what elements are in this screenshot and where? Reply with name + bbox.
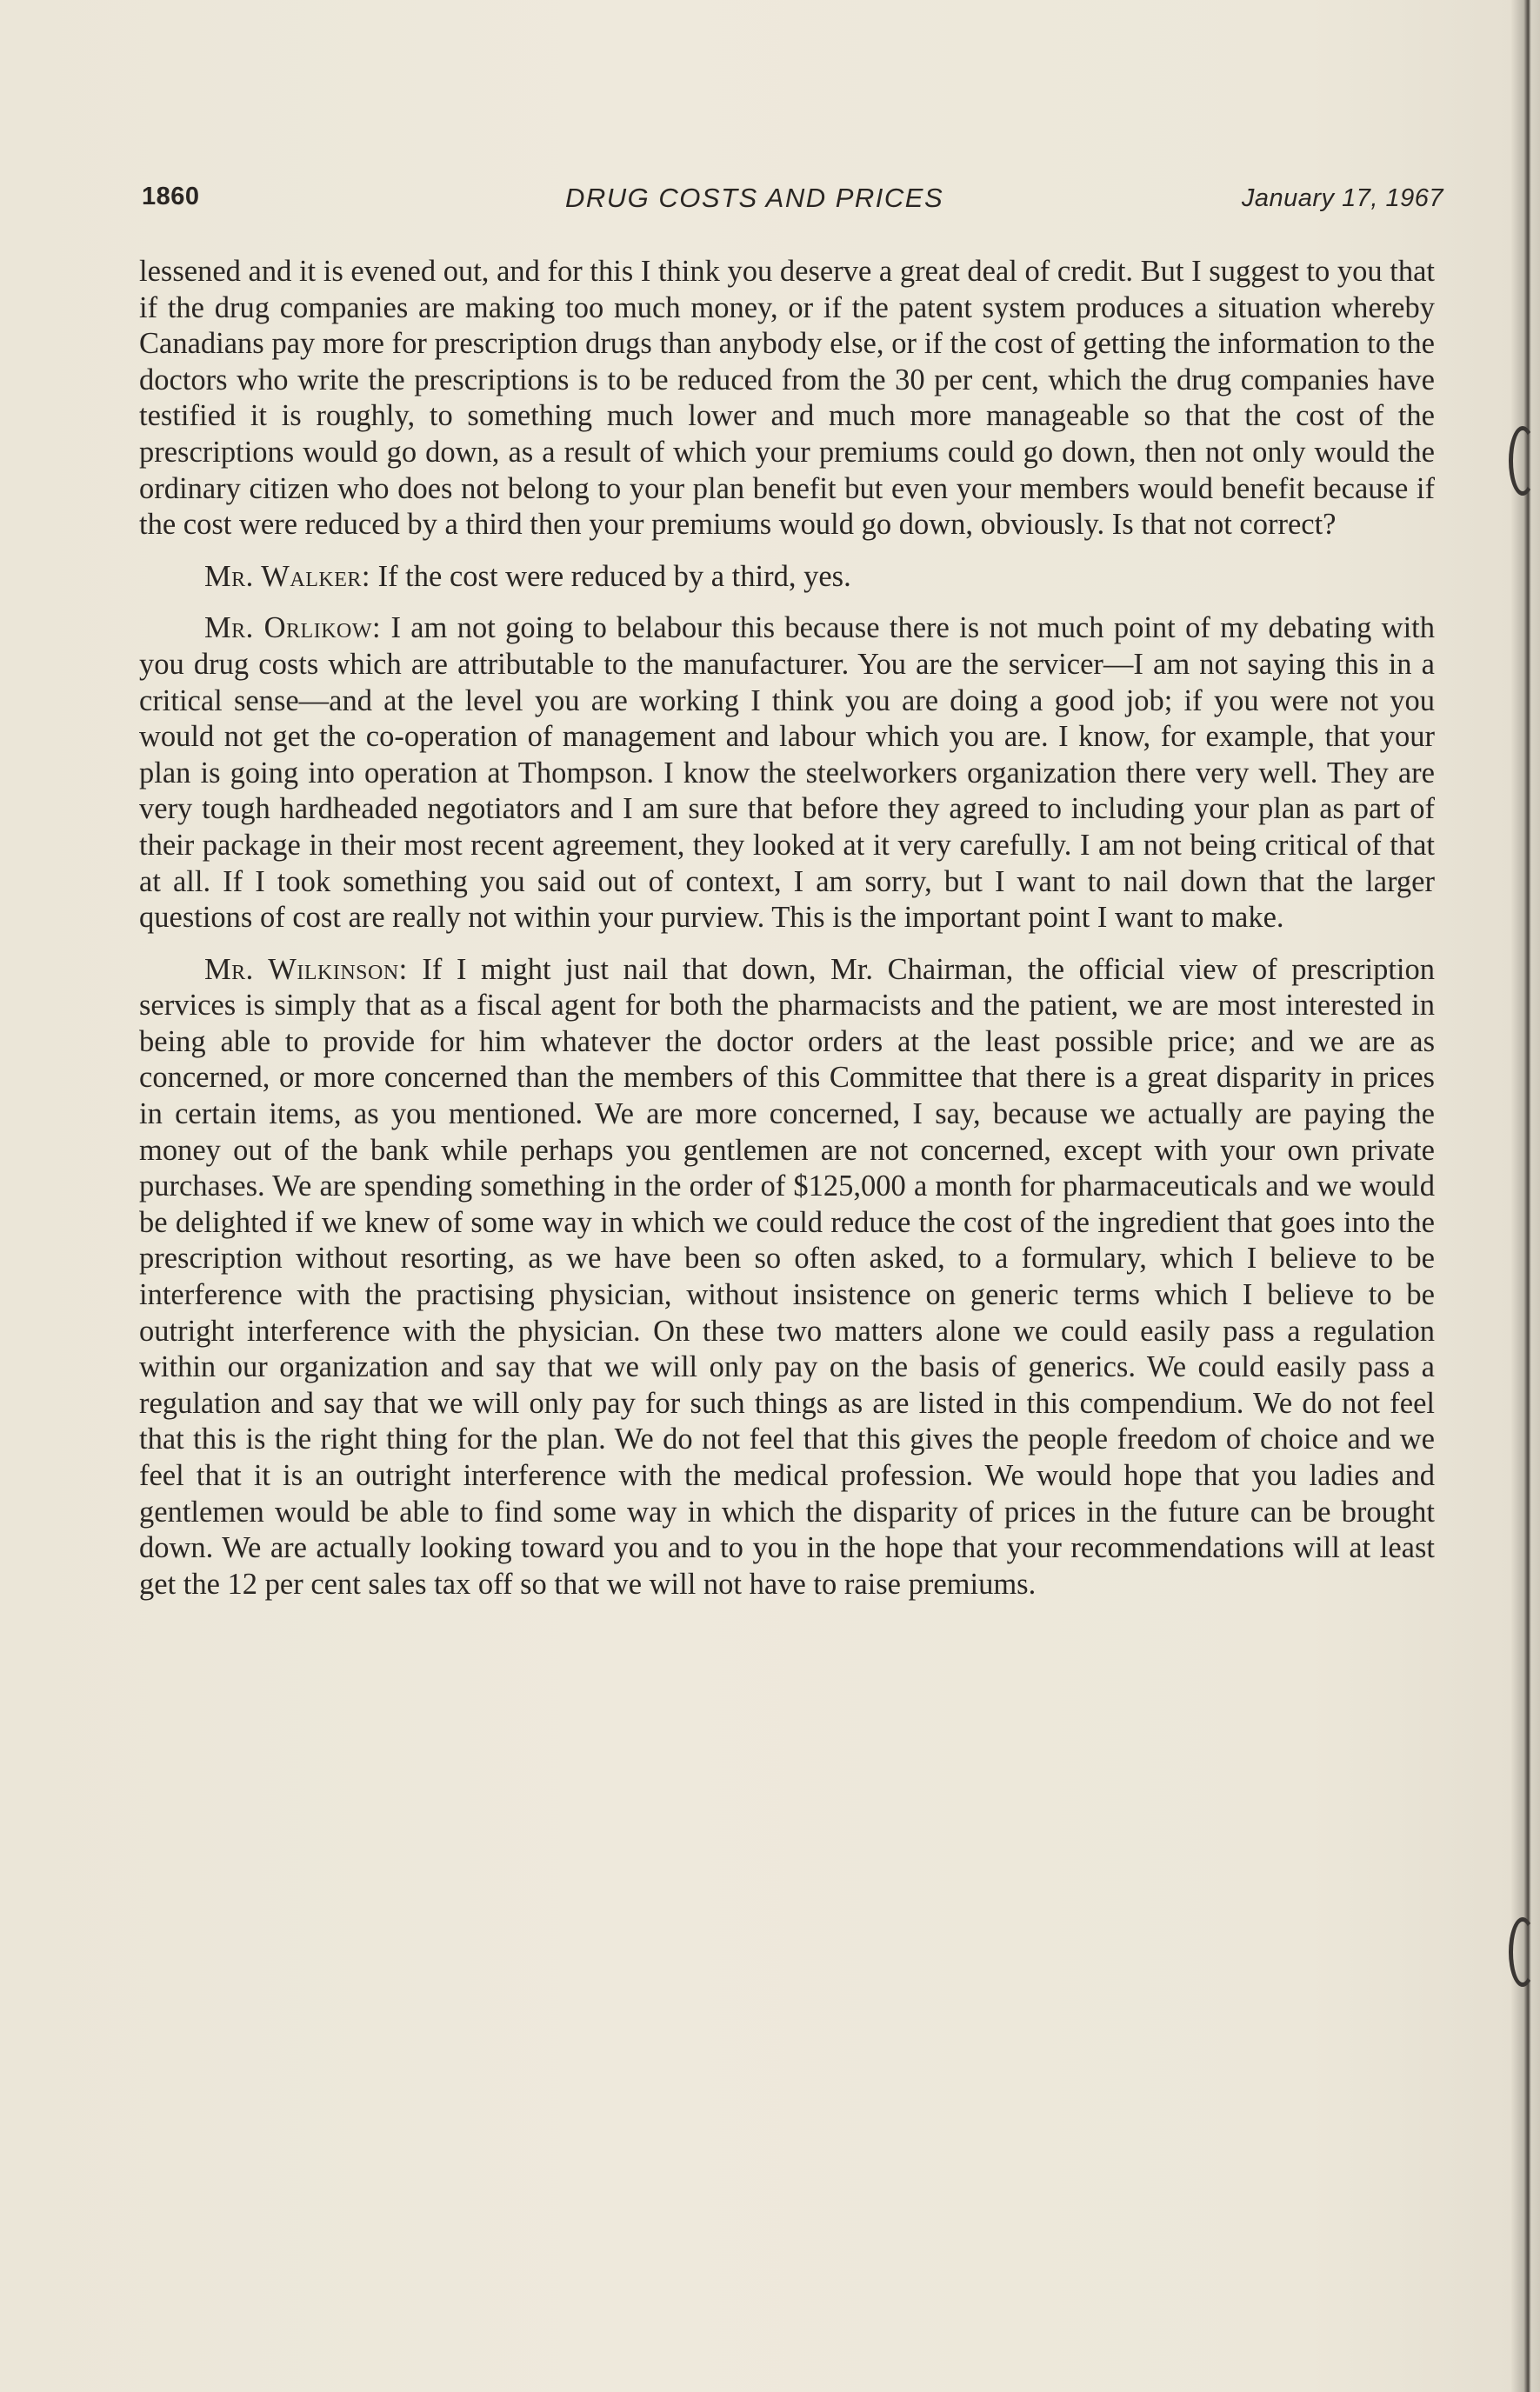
page-number: 1860 [142,183,200,210]
punch-hole-top [1509,426,1537,496]
paragraph-text: lessened and it is evened out, and for this I think you deserve a great deal of credit. But I suggest to you that if the drug companies are making too much money, or if the patent system produces a situation whereby Canadians pay more for prescription drugs than anybody else, or if the cost of getting the information to the doctors who write the prescriptions is to be reduced from the 30 per cent, which the drug companies have testified it is roughly, to something much lower and much more manageable so that the cost of the prescriptions would go down, as a result of which your premiums could go down, then not only would the ordinary citizen who does not belong to your plan benefit but even your members would benefit because if the cost were reduced by a third then your premiums would go down, obviously. Is that not correct? [139,255,1435,542]
paragraph-continuation [139,254,1435,543]
paragraph-text: I am not going to belabour this because there is not much point of my debating with you drug costs which are attributable to the manufacturer. You are the servicer—I am not saying this in a critical sense—and at the level you are working I think you are doing a good job; if you were not you would not get the co-operation of management and labour which you are. I know, for example, that your plan is going into operation at Thompson. I know the steelworkers organization there very well. They are very tough hardheaded negotiators and I am sure that before they agreed to including your plan as part of their package in their most recent agreement, they looked at it very carefully. I am not being critical of that at all. If I took something you said out of context, I am sorry, but I want to nail down that the larger questions of cost are really not within your purview. This is the important point I want to make. [139,611,1435,935]
body-text [139,254,1435,1602]
binding-edge [1510,0,1540,2392]
paragraph-wilkinson [139,952,1435,1603]
header-date: January 17, 1967 [1241,184,1443,212]
paragraph-orlikow [139,610,1435,936]
speaker-name: Mr. Wilkinson: [204,952,408,986]
speaker-name: Mr. Walker: [204,559,370,593]
page-header [142,183,1443,219]
paragraph-text: If the cost were reduced by a third, yes. [377,559,851,593]
running-title: DRUG COSTS AND PRICES [565,183,944,213]
paragraph-walker [139,559,1435,596]
speaker-name: Mr. Orlikow: [204,611,382,645]
punch-hole-bottom [1509,1917,1537,1987]
paragraph-text: If I might just nail that down, Mr. Chairman, the official view of prescription services is simply that as a fiscal agent for both the pharmacists and the patient, we are most interested in being able to provide for him whatever the doctor orders at the least possible price; and we are as concerned, or more concerned than the members of this Committee that there is a great disparity in prices in certain items, as you mentioned. We are more concerned, I say, because we actually are paying the money out of the bank while perhaps you gentlemen are not concerned, except with your own private purchases. We are spending something in the order of $125,000 a month for pharmaceuticals and we would be delighted if we knew of some way in which we could reduce the cost of the ingredient that goes into the prescription without resorting, as we have been so often asked, to a formulary, which I believe to be interference with the practising physician, without insistence on generic terms which I believe to be outright interference with the physician. On these two matters alone we could easily pass a regulation within our organization and say that we will only pay on the basis of generics. We could easily pass a regulation and say that we will only pay for such things as are listed in this compendium. We do not feel that this is the right thing for the plan. We do not feel that this gives the people freedom of choice and we feel that it is an outright interference with the medical profession. We would hope that you ladies and gentlemen would be able to find some way in which the disparity of prices in the future can be brought down. We are actually looking toward you and to you in the hope that your recommendations will at least get the 12 per cent sales tax off so that we will not have to raise premiums. [139,952,1436,1601]
